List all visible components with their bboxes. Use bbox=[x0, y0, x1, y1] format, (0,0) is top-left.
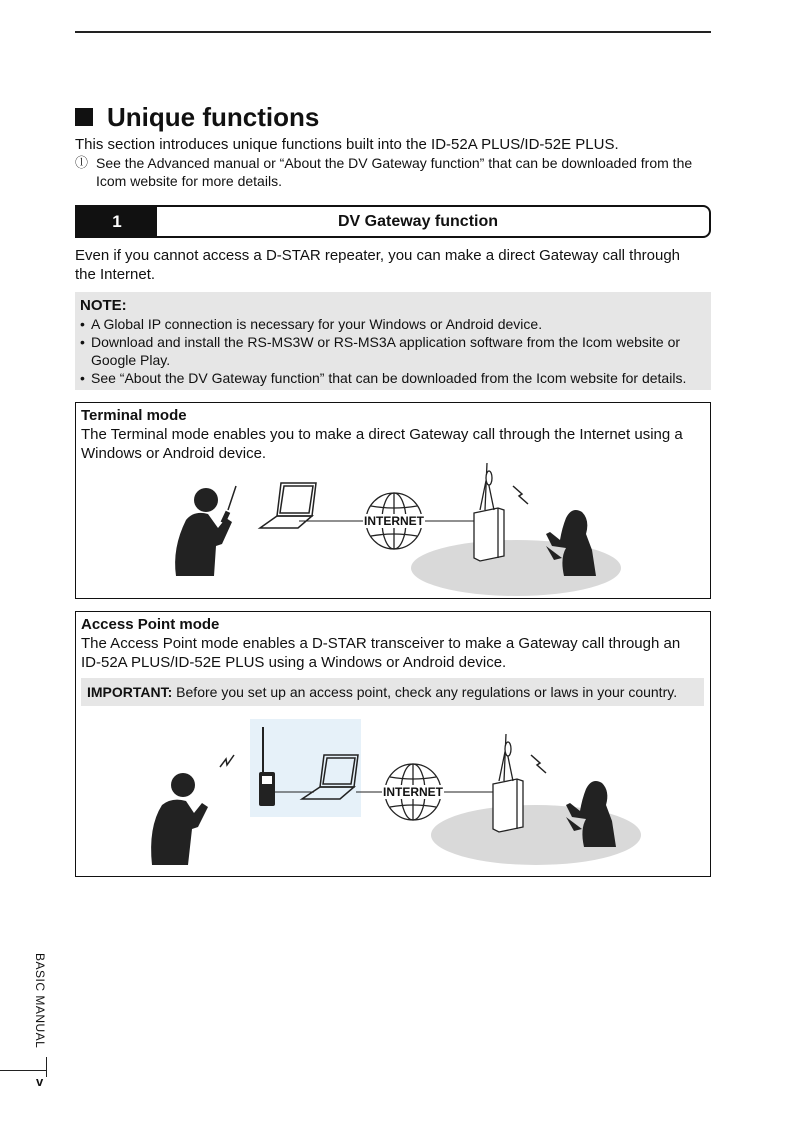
access-point-mode-desc: The Access Point mode enables a D-STAR transceiver to make a Gateway call through an ID-52A PLUS/ID-52E PLUS using a Windows or Android device. bbox=[81, 635, 681, 671]
page-title bbox=[75, 102, 319, 132]
note-item: • A Global IP connection is necessary for your Windows or Android device. bbox=[80, 315, 706, 333]
terminal-mode-title: Terminal mode bbox=[81, 407, 187, 424]
footer-rule bbox=[0, 1070, 46, 1071]
terminal-mode-desc: The Terminal mode enables you to make a direct Gateway call through the Internet using a Windows or Android device. bbox=[81, 426, 683, 462]
tip-text: See the Advanced manual or “About the DV Gateway function” that can be downloaded from the Icom website for more details. bbox=[96, 155, 693, 189]
info-icon: ⓛ bbox=[75, 155, 89, 170]
top-rule bbox=[75, 31, 711, 33]
internet-label: INTERNET bbox=[383, 785, 443, 799]
signal-bolt-icon bbox=[220, 755, 234, 767]
terminal-mode-illustration bbox=[76, 458, 709, 598]
section-description: Even if you cannot access a D-STAR repeater, you can make a direct Gateway call through the Internet. bbox=[75, 247, 681, 283]
tip bbox=[75, 154, 715, 190]
side-label: BASIC MANUAL bbox=[33, 953, 47, 1049]
repeater-tower-icon bbox=[493, 734, 523, 832]
section-header bbox=[75, 205, 711, 238]
important-label: IMPORTANT: bbox=[87, 684, 173, 700]
section-number: 1 bbox=[77, 207, 157, 236]
note-title: NOTE: bbox=[80, 297, 127, 314]
person-with-radio-icon bbox=[151, 773, 208, 865]
note-box bbox=[75, 292, 711, 390]
signal-bolt-icon bbox=[531, 755, 546, 773]
internet-label: INTERNET bbox=[364, 514, 424, 528]
access-point-mode-title: Access Point mode bbox=[81, 616, 220, 633]
access-point-illustration bbox=[76, 717, 709, 875]
page-title-text: Unique functions bbox=[107, 102, 320, 132]
access-point-mode-box bbox=[75, 611, 711, 877]
important-text: Before you set up an access point, check any regulations or laws in your country. bbox=[172, 684, 678, 700]
section-title: DV Gateway function bbox=[337, 212, 499, 230]
page-number: v bbox=[36, 1074, 44, 1089]
note-list bbox=[80, 315, 706, 387]
note-item: • Download and install the RS-MS3W or RS-MS3A application software from the Icom website or Google Play. bbox=[80, 333, 706, 369]
intro-text: This section introduces unique functions built into the ID-52A PLUS/ID-52E PLUS. bbox=[75, 136, 619, 153]
signal-bolt-icon bbox=[513, 486, 528, 504]
repeater-tower-icon bbox=[474, 463, 504, 561]
side-rule bbox=[46, 1057, 47, 1077]
note-item: • See “About the DV Gateway function” that can be downloaded from the Icom website for details. bbox=[80, 369, 706, 387]
important-notice bbox=[81, 678, 704, 706]
person-with-radio-icon bbox=[175, 486, 236, 576]
terminal-mode-box bbox=[75, 402, 711, 599]
square-bullet-icon bbox=[75, 108, 93, 126]
